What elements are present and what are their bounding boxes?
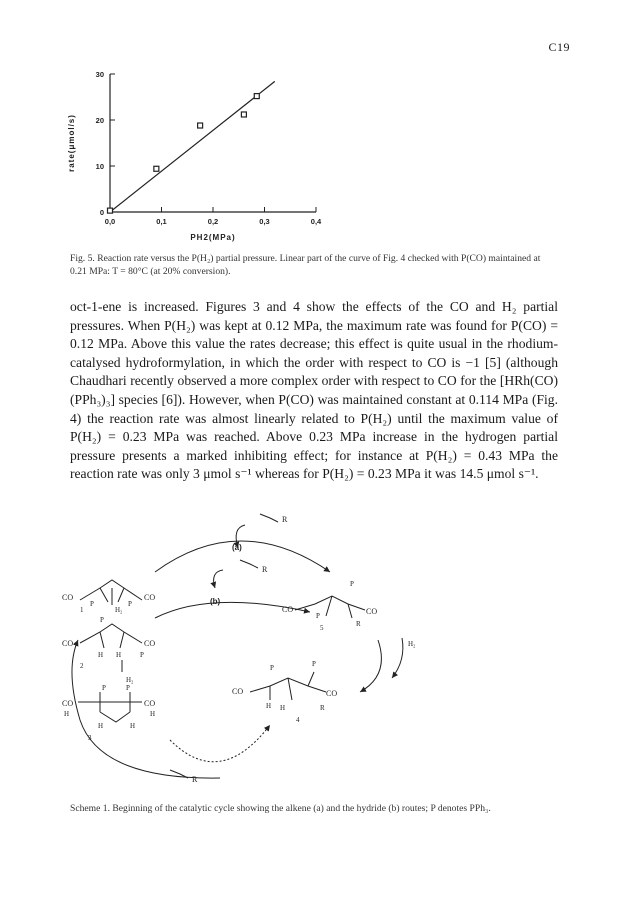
complex-2-p-top: P xyxy=(100,616,104,624)
y-tick-label: 20 xyxy=(95,116,104,125)
route-a-arrow xyxy=(155,541,330,572)
h2-entry-arrow xyxy=(392,638,403,678)
complex-5-p-top: P xyxy=(350,580,354,588)
complex-2-h-left: H xyxy=(98,651,104,659)
complex-1-h2: H₂ xyxy=(115,606,123,614)
complex-5-r: R xyxy=(356,620,361,628)
x-tick-label: 0,2 xyxy=(207,217,219,226)
complex-1-number: 1 xyxy=(80,606,84,614)
complex-3-co-left: CO xyxy=(62,699,74,708)
complex-2-co-right: CO xyxy=(144,639,156,648)
complex-5-number: 5 xyxy=(320,624,324,632)
complex-2 xyxy=(80,624,142,648)
complex-2-h-right: H xyxy=(116,651,122,659)
alkene-r-top: R xyxy=(282,515,288,524)
data-point xyxy=(254,94,259,99)
complex-3-h-b2: H xyxy=(130,722,136,730)
complex-5-p-left: P xyxy=(316,612,320,620)
complex-4-r: R xyxy=(320,704,325,712)
fit-line xyxy=(110,81,275,212)
complex-1 xyxy=(80,580,142,602)
complex-2-number: 2 xyxy=(80,662,84,670)
scheme-1-diagram xyxy=(60,500,560,800)
body-text xyxy=(70,298,558,484)
complex-1-p-right: P xyxy=(128,600,132,608)
alkene-entry-arrow-b xyxy=(214,570,223,588)
y-tick-label: 0 xyxy=(99,208,104,217)
complex-4-number: 4 xyxy=(296,716,300,724)
body-paragraph: oct-1-ene is increased. Figures 3 and 4 show the effects of the CO and H₂ partial pressures. When P(H₂) was kept at 0.12 MPa, the maximum rate was found for P(CO) = 0.12 MPa. Above this value the rates decrease; this effect is quite usual in the rhodium-catalysed hydroformylation, in which the order with respect to CO is −1 [5] (although Chaudhari recently observed a more complex order with respect to CO for the [HRh(CO)(PPh₃)₃] species [6]). However, when P(CO) was maintained constant at 0.114 MPa (Fig. 4) the reaction rate was almost linearly related to P(H₂) until the maximum value of P(H₂) = 0.23 MPa was reached. Above 0.23 MPa increase in the hydrogen partial pressure presents a marked inhibiting effect; for instance at P(H₂) = 0.43 MPa the reaction rate was only 3 μmol s⁻¹ whereas for P(H₂) = 0.23 MPa it was 14.5 μmol s⁻¹. xyxy=(70,299,558,482)
data-point xyxy=(108,208,113,213)
alkene-top xyxy=(260,514,278,522)
complex-5-co-left: CO xyxy=(282,605,294,614)
complex-1-co-left: CO xyxy=(62,593,74,602)
complex-3-h-right: H xyxy=(150,710,156,718)
complex-4-h-left: H xyxy=(266,702,272,710)
h2-label: H₂ xyxy=(408,640,416,648)
page-number: C19 xyxy=(548,40,570,54)
figure-5-caption xyxy=(70,252,558,278)
x-tick-label: 0,4 xyxy=(310,217,322,226)
complex-3-p-left: P xyxy=(102,684,106,692)
x-tick-label: 0,0 xyxy=(104,217,116,226)
y-axis-title: rate(μmol/s) xyxy=(67,114,76,172)
complex-2-p-right: P xyxy=(140,651,144,659)
figure-5-caption-body: Reaction rate versus the P(H₂) partial pressure. Linear part of the curve of Fig. 4 checked with P(CO) maintained at 0.21 MPa: T = 80°C (at 20% conversion). xyxy=(70,253,541,277)
complex-4-h-right: H xyxy=(280,704,286,712)
scheme-1-caption: Scheme 1. Beginning of the catalytic cycle showing the alkene (a) and the hydride (b) routes; P denotes PPh₃. xyxy=(70,803,491,814)
x-axis-title: PH2(MPa) xyxy=(190,233,236,242)
complex-3 xyxy=(78,692,142,722)
x-tick-label: 0,3 xyxy=(259,217,270,226)
complex-4 xyxy=(250,672,326,700)
complex-2-co-left: CO xyxy=(62,639,74,648)
figure-5-chart xyxy=(58,62,348,252)
alkene-r-mid: R xyxy=(262,565,268,574)
complex-4-p-left: P xyxy=(270,664,274,672)
complex-3-h-left: H xyxy=(64,710,70,718)
data-point xyxy=(154,166,159,171)
complex-4-co-left: CO xyxy=(232,687,244,696)
complex-1-p-left: P xyxy=(90,600,94,608)
complex-4-p-right: P xyxy=(312,660,316,668)
alkene-r-bottom: R xyxy=(192,775,198,784)
arrow-5-to-4 xyxy=(360,640,381,692)
complex-3-co-right: CO xyxy=(144,699,156,708)
complex-3-number: 3 xyxy=(88,734,92,742)
data-point xyxy=(241,112,246,117)
complex-2-h2-add: H₂ xyxy=(126,676,134,684)
y-tick-label: 30 xyxy=(95,70,104,79)
complex-3-p-right: P xyxy=(126,684,130,692)
figure-5-caption-prefix: Fig. 5. xyxy=(70,253,95,264)
cycle-arc xyxy=(72,640,220,778)
x-tick-label: 0,1 xyxy=(156,217,167,226)
route-a-label: (a) xyxy=(232,543,242,552)
complex-5-co-right: CO xyxy=(366,607,378,616)
complex-4-co-right: CO xyxy=(326,689,338,698)
complex-1-co-right: CO xyxy=(144,593,156,602)
data-point xyxy=(198,123,203,128)
y-tick-label: 10 xyxy=(95,162,104,171)
route-b-label: (b) xyxy=(210,597,221,606)
alkene-mid xyxy=(240,560,258,568)
complex-3-h-b1: H xyxy=(98,722,104,730)
dashed-arrow-3-to-4 xyxy=(170,725,270,762)
complex-5 xyxy=(295,596,365,618)
